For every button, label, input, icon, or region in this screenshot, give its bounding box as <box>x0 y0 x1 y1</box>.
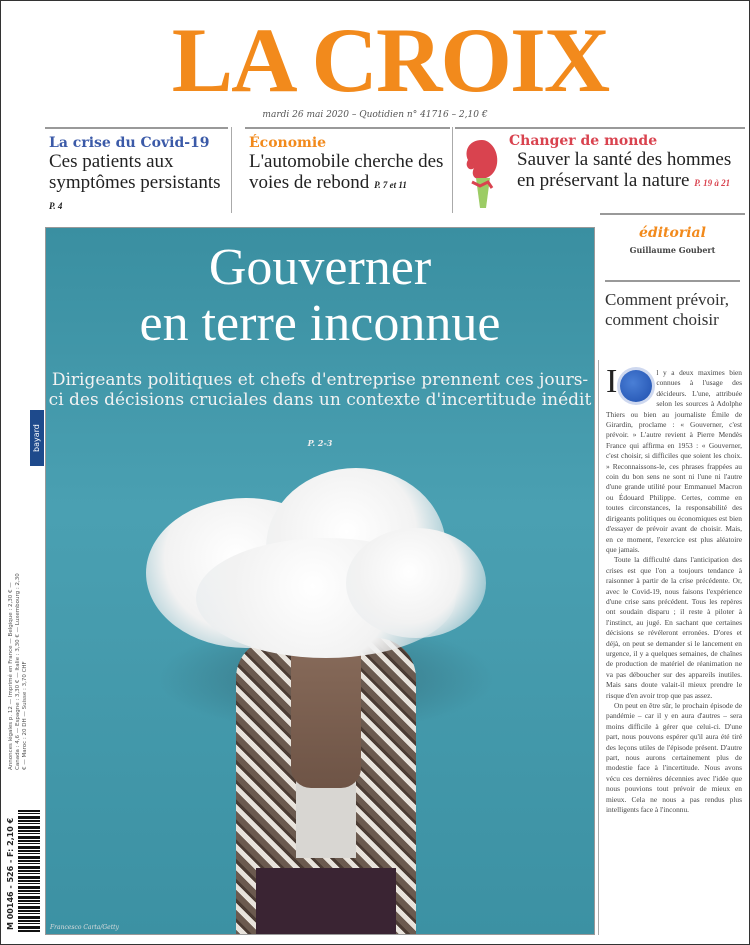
editorial-author: Guillaume Goubert <box>629 245 716 255</box>
teaser-economie[interactable] <box>245 127 450 213</box>
barcode-text: M 00146 - 526 - F: 2,10 € <box>6 817 15 930</box>
teaser-page: P. 4 <box>49 201 63 211</box>
divider <box>598 360 599 935</box>
teaser-kicker: Changer de monde <box>509 133 658 149</box>
editorial-paragraph: On peut en être sûr, le prochain épisode de pandémie – car il y en aura d'autres – sera moins difficile à gérer que celui-ci. D'une part, nous pouvons espérer qu'il aura été tiré des leçons utiles de l'épisode présent. D'autre part, nous aurons certainement plus de modestie face à l'incertitude. Nous avons vécu ces dernières décennies avec l'idée que nous pouvions tout prévoir de mieux en mieux. Cela ne nous a pas rendus plus intelligents face à l'inconnu. <box>606 701 742 815</box>
masthead-logo: LA CROIX <box>171 9 609 111</box>
main-dek: Dirigeants politiques et chefs d'entreprise prennent ces jours-ci des décisions cruciales dans un contexte d'incertitude inédit <box>48 370 592 410</box>
legal-notice: Annonces légales p. 12 — Imprimé en France — Belgique : 2,30 € — Canada : 4,6 — Espagne : 3,30 € — Italie : 3,30 € — Luxembourg : 2,30 € — Maroc : 20 DH — Suisse : 3,70 CHF <box>8 573 28 770</box>
editorial-paragraph: Toute la difficulté dans l'anticipation des crises est que l'on a toujours tendance à raisonner à partir de la crise précédente. Or, avec le Covid-19, nous faisons l'expérience d'une crise sans précédent. Tous les repères ont soudain disparu ; il reste à piloter à l'instinct, au jugé. En sachant que certaines décisions se révéleront erronées. D'ores et déjà, on peut se demander si le lancement en urgence, il y a quelques semaines, de chaînes de production de matériel de réanimation ne va pas déboucher sur des appareils inutiles. Mais sans doute valait-il mieux prendre le risque d'en avoir trop que pas assez. <box>606 555 742 700</box>
teaser-kicker: Économie <box>249 135 327 151</box>
teaser-changer-de-monde[interactable] <box>505 127 745 213</box>
dropcap: I <box>606 363 618 400</box>
teaser-page: P. 7 et 11 <box>374 180 407 190</box>
divider <box>452 127 453 213</box>
teaser-headline: Sauver la santé des hommes en préservant la nature <box>517 149 732 191</box>
virus-icon <box>620 370 652 402</box>
teaser-headline: Ces patients aux symptômes persistants <box>49 151 221 193</box>
divider <box>455 127 745 129</box>
main-page-ref: P. 2-3 <box>307 438 333 448</box>
editorial-body: I l y a deux maximes bien connues à l'usage des décideurs. L'une, attribuée selon les sources à Adolphe Thiers ou bien au journaliste Émile de Girardin, proclame : « Gouverner, c'est prévoir. » L'autre revient à Pierre Mendès France qui affirma en 1953 : « Gouverner, c'est choisir, si difficiles que soient les choix. » Reconnaissons-le, ces phrases frappées au coin du bon sens ne sont ni l'une ni l'autre d'une grande utilité pour Emmanuel Macron ou Édouard Philippe. Certes, comme en toutes circonstances, la responsabilité des dirigeants politiques ou économiques est bien d'essayer de prévoir avant de choisir. Mais, en ce moment, l'exercice est plus aléatoire que jamais. Toute la difficulté dans l'anticipation des crises est que l'on a toujours tendance à raisonner à partir de la crise précédente. Or, avec le Covid-19, nous faisons l'expérience d'une crise sans précédent. Tous les repères ont soudain disparu ; il reste à piloter à l'instinct, au jugé. En sachant que certaines décisions se révéleront erronées. D'ores et déjà, on peut se demander si le lancement en urgence, il y a quelques semaines, de chaînes de production de matériel de réanimation ne va pas déboucher sur des appareils inutiles. Mais sans doute valait-il mieux prendre le risque d'en avoir trop que pas assez. On peut en être sûr, le prochain épisode de pandémie – car il y en aura d'autres – sera moins difficile à gérer que celui-ci. D'une part, nous pouvons espérer qu'il aura été tiré des leçons utiles de l'épisode présent. D'autre part, nous aurons certainement plus de modestie face à l'incertitude. Nous avons vécu ces dernières décennies avec l'idée que nous pouvions tout prévoir de mieux en mieux. Cela ne nous a pas rendus plus intelligents face à l'inconnu. <box>606 363 742 815</box>
divider <box>605 280 740 282</box>
teaser-covid[interactable] <box>45 127 228 213</box>
barcode <box>18 810 40 932</box>
earth-apple-illustration <box>462 138 502 210</box>
photo-credit: Francesco Carta/Getty <box>50 924 119 931</box>
dateline: mardi 26 mai 2020 – Quotidien n° 41716 – 2,10 € <box>262 110 488 120</box>
divider <box>600 213 745 215</box>
editorial-kicker: éditorial <box>639 225 706 241</box>
bayard-logo: bayard <box>30 410 44 466</box>
main-headline: Gouverner en terre inconnue <box>139 239 501 352</box>
teaser-page: P. 19 à 21 <box>694 178 731 188</box>
teaser-kicker: La crise du Covid-19 <box>49 135 210 151</box>
editorial-title[interactable]: Comment prévoir, comment choisir <box>605 290 729 329</box>
main-story[interactable] <box>45 227 595 935</box>
teaser-headline: L'automobile cherche des voies de rebond <box>249 151 444 193</box>
divider <box>231 127 232 213</box>
